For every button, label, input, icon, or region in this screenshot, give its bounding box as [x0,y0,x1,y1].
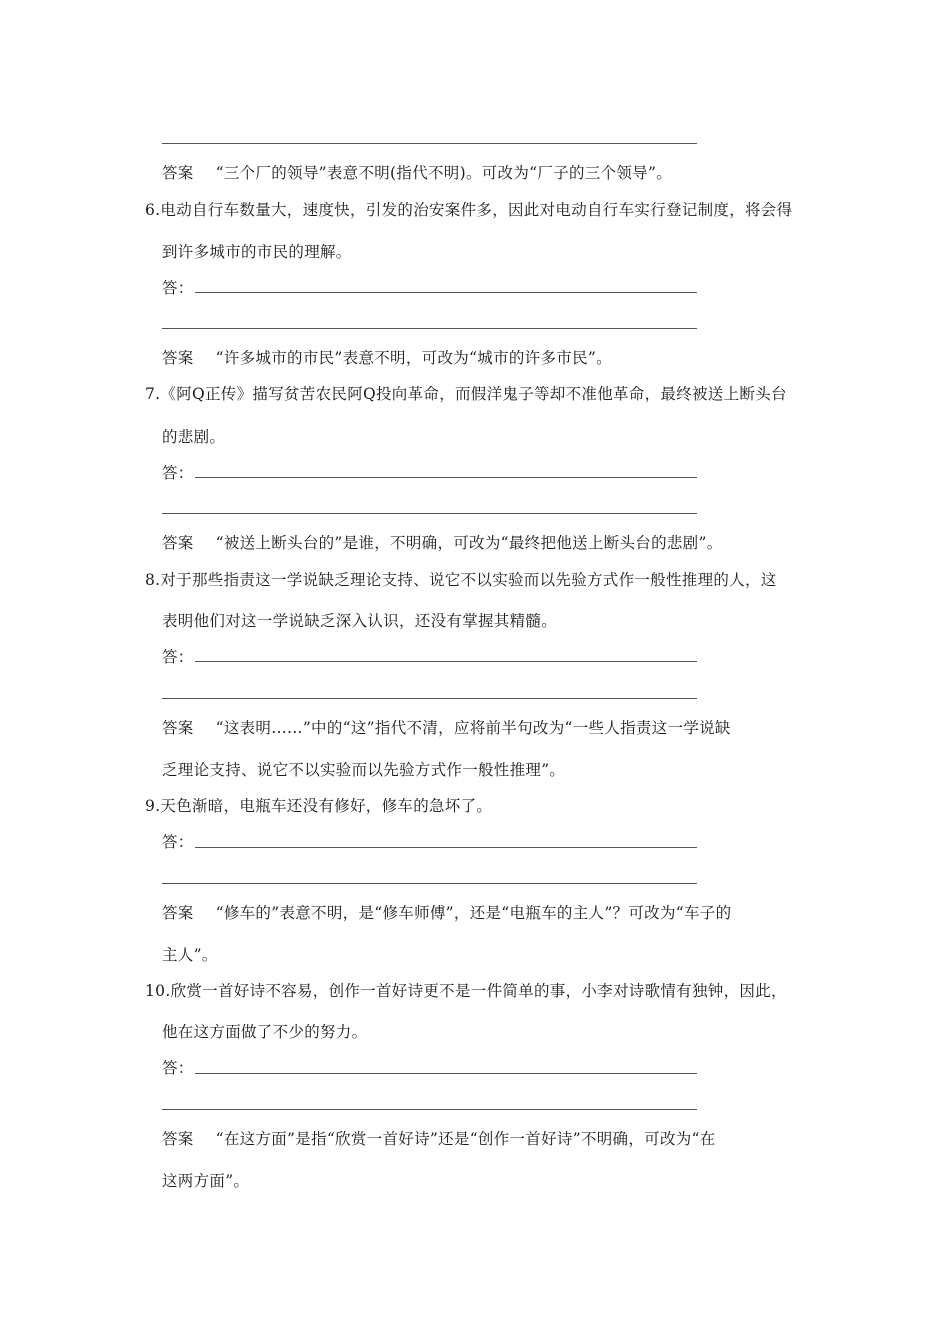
answer-blank-line[interactable] [162,513,697,514]
answer-label: 答案 [162,349,194,367]
question-number: 8. [145,571,161,589]
answer-label: 答案 [162,1130,194,1148]
answer-blank-line[interactable] [162,328,697,329]
answer-label: 答案 [162,904,194,922]
question-text-continued: 他在这方面做了不少的努力。 [162,1023,368,1041]
answer-label: 答案 [162,534,194,552]
answer-text: “许多城市的市民”表意不明，可改为“城市的许多市民”。 [215,349,612,367]
question-text: 天色渐暗，电瓶车还没有修好，修车的急坏了。 [160,797,493,815]
answer-block [162,718,731,738]
answer-blank-line[interactable] [195,847,697,848]
answer-blank-line[interactable] [195,661,697,662]
question-6 [145,200,792,220]
answer-text: “被送上断头台的”是谁，不明确，可改为“最终把他送上断头台的悲剧”。 [215,534,723,552]
answer-blank-line[interactable] [195,477,697,478]
answer-block [162,1129,716,1149]
blank-label: 答： [162,464,194,482]
question-9 [145,796,492,816]
question-text: 对于那些指责这一学说缺乏理论支持、说它不以实验而以先验方式作一般性推理的人，这 [160,571,777,589]
answer-text-continued: 乏理论支持、说它不以实验而以先验方式作一般性推理”。 [162,761,566,779]
answer-text: “在这方面”是指“欣赏一首好诗”还是“创作一首好诗”不明确，可改为“在 [215,1130,716,1148]
answer-block [162,533,723,553]
question-text-continued: 到许多城市的市民的理解。 [162,243,352,261]
answer-label: 答案 [162,719,194,737]
answer-blank-line[interactable] [195,1073,697,1074]
question-text-continued: 的悲剧。 [162,428,226,446]
blank-label: 答： [162,1059,194,1077]
answer-text: “三个厂的领导”表意不明(指代不明)。可改为“厂子的三个领导”。 [215,164,673,182]
answer-text-continued: 这两方面”。 [162,1172,250,1190]
question-7 [145,384,787,404]
question-text: 《阿Q正传》描写贫苦农民阿Q投向革命，而假洋鬼子等却不准他革命，最终被送上断头台 [160,385,787,403]
answer-label: 答案 [162,164,194,182]
blank-label: 答： [162,833,194,851]
answer-text-continued: 主人”。 [162,946,218,964]
blank-label: 答： [162,279,194,297]
question-number: 9. [145,797,161,815]
question-text-continued: 表明他们对这一学说缺乏深入认识，还没有掌握其精髓。 [162,612,558,630]
question-10 [145,981,787,1001]
question-8 [145,570,777,590]
answer-blank-line[interactable] [162,698,697,699]
answer-text: “这表明……”中的“这”指代不清，应将前半句改为“一些人指责这一学说缺 [215,719,731,737]
answer-blank-line[interactable] [162,883,697,884]
blank-label: 答： [162,648,194,666]
question-text: 电动自行车数量大，速度快，引发的治安案件多，因此对电动自行车实行登记制度，将会得 [160,201,793,219]
answer-block [162,903,731,923]
question-number: 7. [145,385,161,403]
answer-block [162,348,612,368]
answer-blank-line [162,143,697,144]
answer-blank-line[interactable] [162,1109,697,1110]
answer-text: “修车的”表意不明，是“修车师傅”，还是“电瓶车的主人”？可改为“车子的 [215,904,732,922]
question-number: 10. [145,982,171,1000]
question-number: 6. [145,201,161,219]
answer-block [162,163,672,183]
answer-blank-line[interactable] [195,292,697,293]
question-text: 欣赏一首好诗不容易，创作一首好诗更不是一件简单的事，小李对诗歌情有独钟，因此， [170,982,787,1000]
